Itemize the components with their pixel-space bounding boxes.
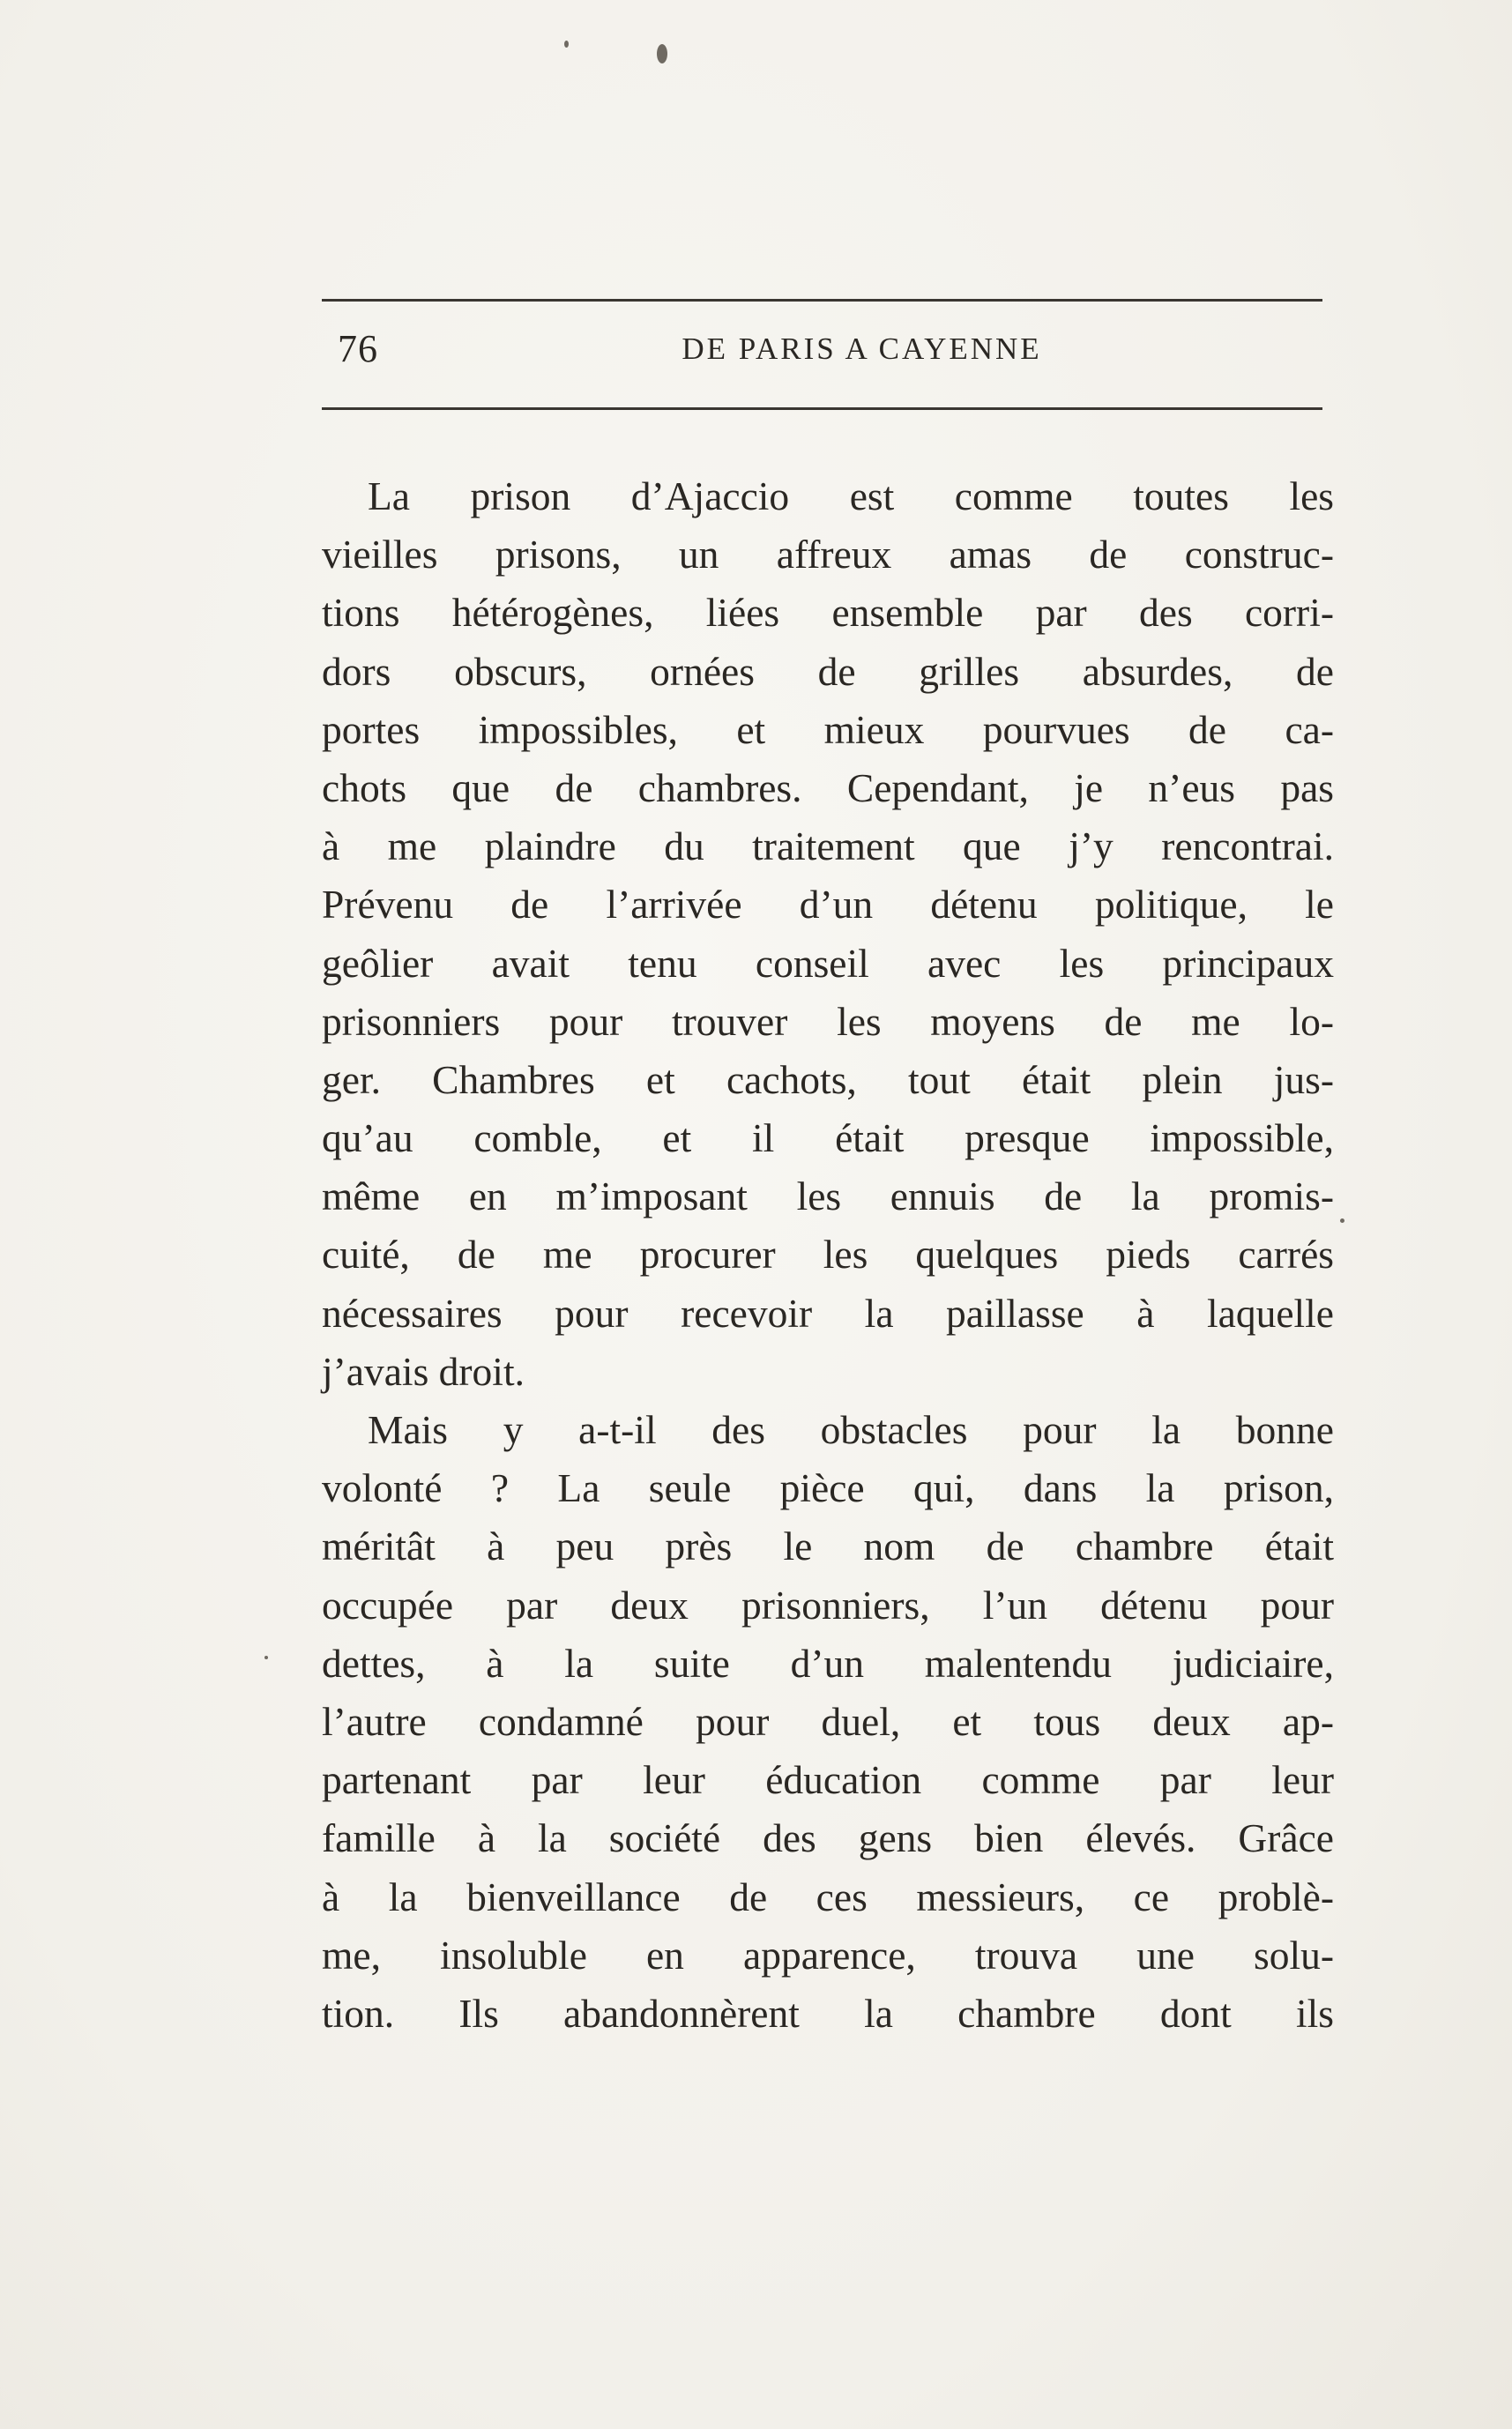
text-line: Mais y a-t-il des obstacles pour la bonne (368, 1407, 1334, 1452)
text-line: j’avais droit. (322, 1348, 525, 1394)
text-line: me, insoluble en apparence, trouva une solu- (322, 1932, 1334, 1978)
text-line: qu’au comble, et il était presque impossible, (322, 1115, 1334, 1161)
body-text (322, 467, 1334, 2043)
header-rule-bottom (322, 407, 1322, 410)
text-line: méritât à peu près le nom de chambre était (322, 1524, 1334, 1569)
text-line: partenant par leur éducation comme par leur (322, 1757, 1334, 1803)
text-line: tions hétérogènes, liées ensemble par des corri- (322, 590, 1334, 636)
text-line: à la bienveillance de ces messieurs, ce problè- (322, 1874, 1334, 1919)
text-line: La prison d’Ajaccio est comme toutes les (368, 473, 1334, 518)
text-line: portes impossibles, et mieux pourvues de ca- (322, 706, 1334, 752)
text-line: dettes, à la suite d’un malentendu judiciaire, (322, 1640, 1334, 1686)
page-number: 76 (338, 327, 378, 370)
running-header (322, 319, 1322, 390)
text-line: à me plaindre du traitement que j’y rencontrai. (322, 823, 1334, 869)
text-line: Prévenu de l’arrivée d’un détenu politique, le (322, 882, 1334, 928)
ink-speck (264, 1656, 268, 1659)
ink-speck (564, 41, 569, 48)
text-line: dors obscurs, ornées de grilles absurdes, de (322, 648, 1334, 694)
text-line: même en m’imposant les ennuis de la promis- (322, 1174, 1334, 1219)
text-line: occupée par deux prisonniers, l’un détenu pour (322, 1582, 1334, 1628)
ink-speck (1340, 1218, 1344, 1223)
header-rule-top (322, 299, 1322, 302)
text-line: ger. Chambres et cachots, tout était plein jus- (322, 1056, 1334, 1102)
text-line: volonté ? La seule pièce qui, dans la prison, (322, 1465, 1334, 1511)
text-line: nécessaires pour recevoir la paillasse à laquelle (322, 1290, 1334, 1336)
text-line: cuité, de me procurer les quelques pieds carrés (322, 1232, 1334, 1278)
text-line: prisonniers pour trouver les moyens de me lo- (322, 998, 1334, 1044)
text-line: l’autre condamné pour duel, et tous deux ap- (322, 1698, 1334, 1744)
text-line: chots que de chambres. Cependant, je n’eus pas (322, 764, 1334, 810)
paragraph-1 (322, 467, 1334, 1401)
running-title: DE PARIS A CAYENNE (682, 332, 1042, 366)
text-line: famille à la société des gens bien élevés. Grâce (322, 1815, 1334, 1861)
text-line: vieilles prisons, un affreux amas de construc- (322, 532, 1334, 577)
paragraph-2 (322, 1401, 1334, 2043)
text-line: tion. Ils abandonnèrent la chambre dont ils (322, 1990, 1334, 2036)
ink-speck (657, 44, 667, 63)
text-line: geôlier avait tenu conseil avec les principaux (322, 940, 1334, 986)
